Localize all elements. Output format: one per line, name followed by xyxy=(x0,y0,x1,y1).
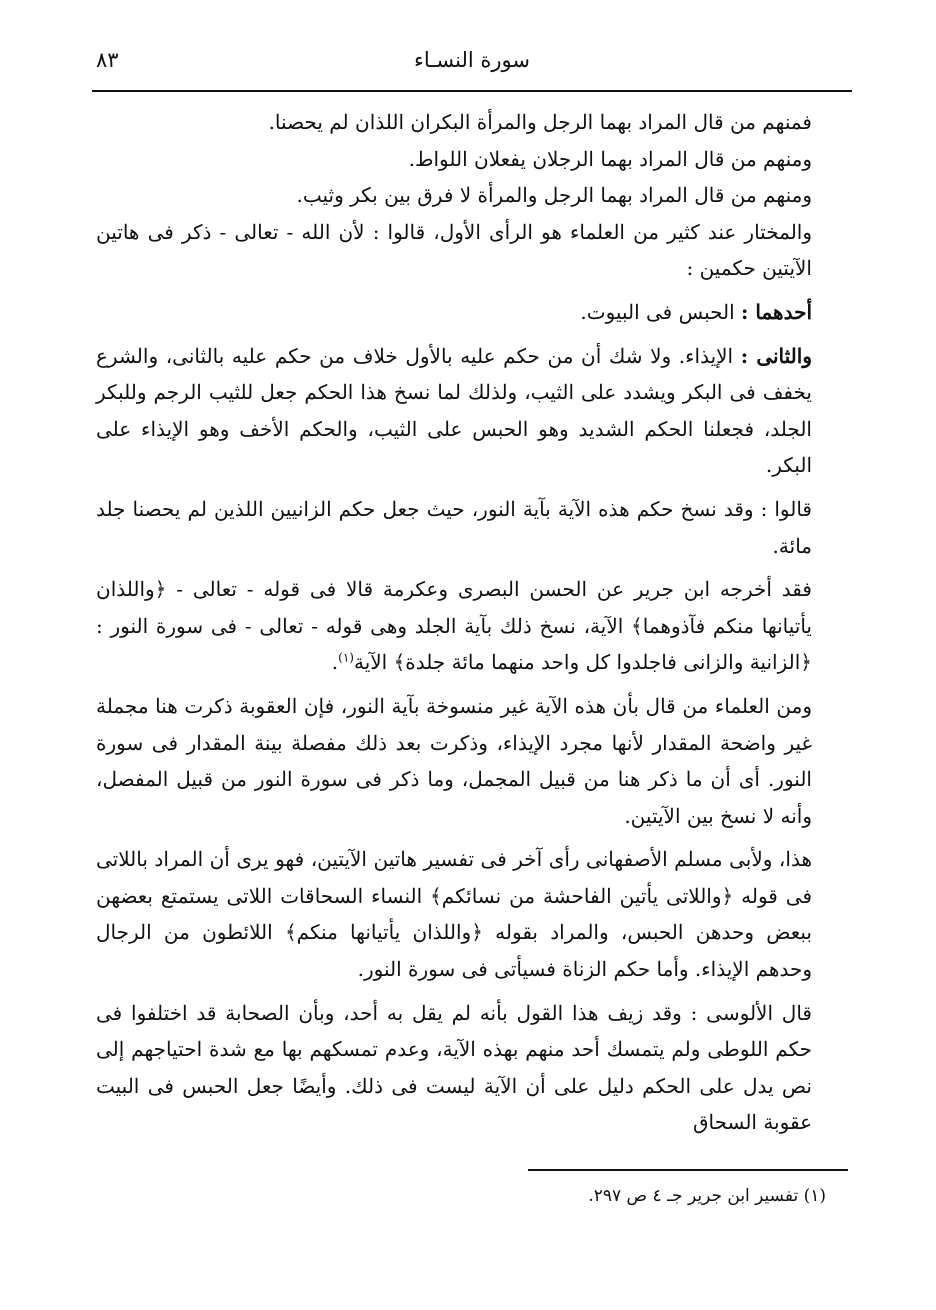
paragraph-8 xyxy=(96,571,848,681)
paragraph-1: فمنهم من قال المراد بهما الرجل والمرأة البكران اللذان لم يحصنا. xyxy=(268,110,812,134)
lead-second: والثانى : xyxy=(740,343,812,368)
paragraph-5-text: الحبس فى البيوت. xyxy=(580,299,742,324)
header-rule xyxy=(92,90,852,92)
lead-first: أحدهما : xyxy=(741,299,812,324)
footnote-reference[interactable]: (١) xyxy=(338,650,354,665)
page-header xyxy=(96,42,848,86)
footnote-rule xyxy=(528,1169,848,1171)
paragraph-8-tail: . xyxy=(331,650,339,675)
paragraph-2: ومنهم من قال المراد بهما الرجلان يفعلان اللواط. xyxy=(408,146,812,171)
page-body xyxy=(96,104,848,1141)
paragraph-3: ومنهم من قال المراد بهما الرجل والمرأة لا فرق بين بكر وثيب. xyxy=(296,183,812,208)
paragraph-9: ومن العلماء من قال بأن هذه الآية غير منسوخة بآية النور، فإن العقوبة ذكرت هنا مجملة غير واضحة المقدار لأنها مجرد الإيذاء، وذكرت بعد ذلك مفصلة بينة المقدار فى سورة النور. أى أن ما ذكر هنا من قبيل المجمل، وما ذكر فى سورة النور من قبيل المفصل، وأنه لا نسخ بين الآيتين. xyxy=(96,693,812,828)
paragraph-4: والمختار عند كثير من العلماء هو الرأى الأول، قالوا : لأن الله - تعالى - ذكر فى هاتين الآيتين حكمين : xyxy=(96,219,812,281)
paragraph-5 xyxy=(96,294,848,331)
page-number: ٨٣ xyxy=(96,48,119,72)
paragraph-8-text: فقد أخرجه ابن جرير عن الحسن البصرى وعكرمة قالا فى قوله - تعالى - ﴿واللذان يأتيانها منكم فآذوهما﴾ الآية، نسخ ذلك بآية الجلد وهى قوله - تعالى - فى سورة النور : ﴿الزانية والزانى فاجلدوا كل واحد منهما مائة جلدة﴾ الآية xyxy=(96,577,812,675)
paragraph-6-text: الإيذاء. ولا شك أن من حكم عليه بالأول خلاف من حكم عليه بالثانى، والشرع يخفف فى البكر ويشدد على الثيب، ولذلك لما نسخ هذا الحكم جعل للثيب الرجم وللبكر الجلد، فجعلنا الحكم الشديد وهو الحبس على الثيب، والحكم الأخف وهو الإيذاء على البكر. xyxy=(96,343,812,478)
paragraph-7: قالوا : وقد نسخ حكم هذه الآية بآية النور، حيث جعل حكم الزانيين اللذين لم يحصنا جلد مائة. xyxy=(96,496,812,558)
paragraph-10: هذا، ولأبى مسلم الأصفهانى رأى آخر فى تفسير هاتين الآيتين، فهو يرى أن المراد باللاتى فى قوله ﴿واللاتى يأتين الفاحشة من نسائكم﴾ النساء السحاقات اللاتى يستمتع بعضهن ببعض وحدهن الحبس، والمراد بقوله ﴿واللذان يأتيانها منكم﴾ اللائطون من الرجال وحدهم الإيذاء. وأما حكم الزناة فسيأتى فى سورة النور. xyxy=(96,847,812,982)
footnote: (١) تفسير ابن جرير جـ ٤ ص ٢٩٧. xyxy=(588,1186,826,1206)
paragraph-11: قال الألوسى : وقد زيف هذا القول بأنه لم يقل به أحد، وبأن الصحابة قد اختلفوا فى حكم اللوطى ولم يتمسك أحد منهم بهذه الآية، وعدم تمسكهم بها مع شدة احتياجهم إلى نص يدل على الحكم دليل على أن الآية ليست فى ذلك. وأيضًا جعل الحبس فى البيت عقوبة السحاق xyxy=(96,1000,812,1135)
surah-title: سورة النسـاء xyxy=(414,48,530,72)
paragraph-6 xyxy=(96,338,848,484)
